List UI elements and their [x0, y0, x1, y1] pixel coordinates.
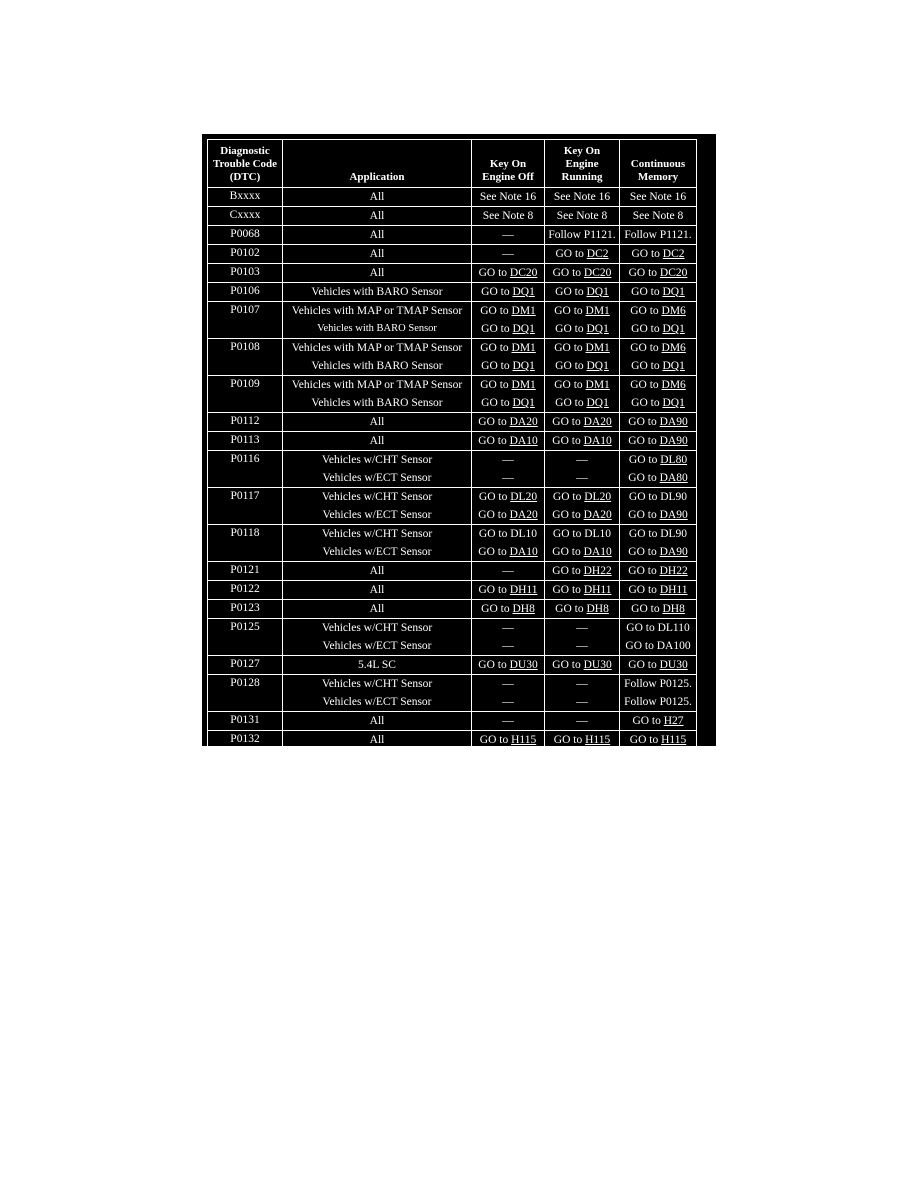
cell-line: — — [576, 696, 588, 708]
key-on-engine-running-cell — [545, 488, 620, 525]
cell-line: Vehicles w/CHT Sensor — [321, 622, 433, 634]
key-on-engine-running-cell — [545, 525, 620, 562]
procedure-link[interactable]: H115 — [661, 733, 687, 746]
procedure-link[interactable]: DA20 — [583, 509, 612, 521]
cell-line: — — [502, 472, 514, 484]
cell-line: — — [576, 622, 588, 634]
cell-line: GO to DQ1 — [555, 397, 609, 409]
application-cell: All — [283, 188, 472, 207]
procedure-link[interactable]: DM1 — [511, 379, 536, 391]
procedure-link[interactable]: DC2 — [662, 247, 685, 260]
procedure-link[interactable]: H27 — [663, 714, 684, 727]
cell-line: GO to DQ1 — [555, 323, 609, 335]
cell-line: — — [502, 454, 514, 466]
continuous-memory-cell — [620, 488, 697, 525]
table-row — [208, 712, 697, 731]
key-on-engine-off-cell: — — [472, 226, 545, 245]
table-row — [208, 525, 697, 562]
application-cell: All — [283, 264, 472, 283]
continuous-memory-cell: GO to DA90 — [620, 432, 697, 451]
header-code: Diagnostic Trouble Code (DTC) — [208, 140, 283, 188]
application-cell — [283, 376, 472, 413]
procedure-link[interactable]: DH22 — [659, 564, 688, 577]
cell-line: GO to DQ1 — [555, 360, 609, 372]
procedure-link[interactable]: DQ1 — [662, 360, 685, 372]
procedure-link[interactable]: DH11 — [583, 583, 612, 596]
table-row — [208, 188, 697, 207]
dtc-code-cell: Bxxxx — [208, 188, 283, 207]
key-on-engine-off-cell — [472, 675, 545, 712]
table-body — [208, 188, 697, 750]
procedure-link[interactable]: DC20 — [659, 266, 688, 279]
application-cell: All — [283, 245, 472, 264]
application-cell: All — [283, 712, 472, 731]
dtc-code-cell: P0127 — [208, 656, 283, 675]
continuous-memory-cell: GO to DH8 — [620, 600, 697, 619]
header-continuous-memory: Continuous Memory — [620, 140, 697, 188]
dtc-code-cell: P0123 — [208, 600, 283, 619]
procedure-link[interactable]: DH22 — [583, 564, 612, 577]
key-on-engine-running-cell: GO to DC20 — [545, 264, 620, 283]
application-cell — [283, 675, 472, 712]
continuous-memory-cell: GO to DH22 — [620, 562, 697, 581]
dtc-code-cell: P0109 — [208, 376, 283, 413]
dtc-code-cell: P0102 — [208, 245, 283, 264]
cell-line: GO to DL90 — [628, 528, 688, 540]
dtc-code-cell: P0117 — [208, 488, 283, 525]
cell-line: GO to DA10 — [552, 546, 612, 558]
cell-line: GO to DA90 — [628, 509, 688, 521]
continuous-memory-cell — [620, 525, 697, 562]
application-cell — [283, 488, 472, 525]
key-on-engine-running-cell: GO to DU30 — [545, 656, 620, 675]
application-cell — [283, 619, 472, 656]
cell-line: GO to DM1 — [480, 379, 536, 391]
procedure-link[interactable]: DU30 — [509, 658, 538, 671]
procedure-link[interactable]: DA20 — [509, 415, 538, 428]
dtc-code-cell: P0122 — [208, 581, 283, 600]
key-on-engine-running-cell: GO to DA10 — [545, 432, 620, 451]
key-on-engine-running-cell: GO to DH8 — [545, 600, 620, 619]
cell-line: GO to DM1 — [554, 342, 610, 354]
key-on-engine-off-cell: GO to DC20 — [472, 264, 545, 283]
application-cell — [283, 302, 472, 339]
procedure-link[interactable]: DU30 — [659, 658, 688, 671]
dtc-code-cell: P0121 — [208, 562, 283, 581]
procedure-link[interactable]: DQ1 — [512, 323, 535, 335]
cell-line: GO to DL20 — [478, 491, 538, 503]
table-row — [208, 226, 697, 245]
procedure-link[interactable]: DM1 — [585, 305, 610, 317]
cell-line: GO to DM1 — [554, 379, 610, 391]
key-on-engine-off-cell — [472, 488, 545, 525]
continuous-memory-cell — [620, 339, 697, 376]
application-cell: All — [283, 432, 472, 451]
cell-line: Vehicles with BARO Sensor — [311, 360, 443, 372]
dtc-code-cell: P0128 — [208, 675, 283, 712]
header-key-on-engine-off: Key On Engine Off — [472, 140, 545, 188]
table-row — [208, 376, 697, 413]
table-header-row — [208, 140, 697, 188]
key-on-engine-off-cell: See Note 16 — [472, 188, 545, 207]
procedure-link[interactable]: DH8 — [662, 602, 685, 615]
key-on-engine-off-cell: See Note 8 — [472, 207, 545, 226]
table-row — [208, 264, 697, 283]
key-on-engine-off-cell — [472, 451, 545, 488]
cell-line: GO to DL110 — [626, 622, 690, 634]
cell-line: Follow P0125. — [624, 678, 692, 690]
procedure-link[interactable]: DQ1 — [662, 323, 685, 335]
cell-line: GO to DA20 — [478, 509, 538, 521]
key-on-engine-running-cell: GO to DA20 — [545, 413, 620, 432]
cell-line: — — [502, 640, 514, 652]
dtc-code-cell: P0113 — [208, 432, 283, 451]
cell-line: GO to DA90 — [628, 546, 688, 558]
table-row — [208, 302, 697, 339]
header-key-on-engine-running: Key On Engine Running — [545, 140, 620, 188]
continuous-memory-cell — [620, 302, 697, 339]
cell-line: GO to DL90 — [628, 491, 688, 503]
key-on-engine-off-cell: — — [472, 562, 545, 581]
dtc-code-cell: P0103 — [208, 264, 283, 283]
procedure-link[interactable]: DH8 — [512, 602, 535, 615]
table-row — [208, 675, 697, 712]
cell-line: Vehicles w/CHT Sensor — [321, 528, 433, 540]
procedure-link[interactable]: DQ1 — [512, 360, 535, 372]
cell-line: — — [502, 678, 514, 690]
cell-line: — — [576, 454, 588, 466]
cell-line: Follow P0125. — [624, 696, 692, 708]
table-row — [208, 600, 697, 619]
application-cell: All — [283, 731, 472, 750]
procedure-link[interactable]: DA90 — [659, 546, 688, 558]
key-on-engine-running-cell: GO to DC2 — [545, 245, 620, 264]
procedure-link[interactable]: DQ1 — [586, 323, 609, 335]
dtc-code-cell: P0116 — [208, 451, 283, 488]
application-cell: All — [283, 207, 472, 226]
dtc-code-cell: P0107 — [208, 302, 283, 339]
cell-line: GO to DA80 — [628, 472, 688, 484]
key-on-engine-off-cell: GO to DU30 — [472, 656, 545, 675]
table-row — [208, 731, 697, 750]
dtc-code-cell: P0131 — [208, 712, 283, 731]
cell-line: — — [576, 640, 588, 652]
procedure-link[interactable]: DC20 — [583, 266, 612, 279]
procedure-link[interactable]: DQ1 — [586, 397, 609, 409]
application-cell — [283, 451, 472, 488]
cell-line: Vehicles with MAP or TMAP Sensor — [291, 379, 463, 391]
continuous-memory-cell — [620, 619, 697, 656]
dtc-code-cell: P0132 — [208, 731, 283, 750]
procedure-link[interactable]: DM1 — [511, 342, 536, 354]
header-application: Application — [283, 140, 472, 188]
table-row — [208, 451, 697, 488]
procedure-link[interactable]: DA10 — [583, 546, 612, 558]
cell-line: GO to DA100 — [625, 640, 691, 652]
procedure-link[interactable]: DA10 — [509, 546, 538, 558]
key-on-engine-running-cell: GO to DH22 — [545, 562, 620, 581]
key-on-engine-off-cell — [472, 339, 545, 376]
cell-line: GO to DA10 — [478, 546, 538, 558]
continuous-memory-cell: GO to H115 — [620, 731, 697, 750]
cell-line: GO to DQ1 — [631, 360, 685, 372]
cell-line: GO to DA20 — [552, 509, 612, 521]
key-on-engine-running-cell: GO to H115 — [545, 731, 620, 750]
procedure-link[interactable]: DA10 — [583, 434, 612, 447]
continuous-memory-cell: GO to DA90 — [620, 413, 697, 432]
procedure-link[interactable]: DA90 — [659, 415, 688, 428]
table-row — [208, 283, 697, 302]
procedure-link[interactable]: DM1 — [585, 379, 610, 391]
procedure-link[interactable]: DQ1 — [662, 285, 685, 298]
cell-line: Vehicles w/ECT Sensor — [322, 640, 432, 652]
dtc-code-cell: P0118 — [208, 525, 283, 562]
dtc-code-cell: P0125 — [208, 619, 283, 656]
cell-line: GO to DL20 — [552, 491, 612, 503]
key-on-engine-running-cell — [545, 339, 620, 376]
cell-line: — — [502, 622, 514, 634]
application-cell: All — [283, 413, 472, 432]
dtc-code-cell: P0106 — [208, 283, 283, 302]
cell-line: Vehicles w/CHT Sensor — [321, 678, 433, 690]
application-cell: Vehicles with BARO Sensor — [283, 283, 472, 302]
dtc-table-panel — [202, 134, 716, 746]
cell-line: Vehicles with MAP or TMAP Sensor — [291, 342, 463, 354]
application-cell: All — [283, 600, 472, 619]
key-on-engine-off-cell — [472, 376, 545, 413]
application-cell: All — [283, 226, 472, 245]
continuous-memory-cell: GO to H27 — [620, 712, 697, 731]
application-cell: All — [283, 581, 472, 600]
dtc-code-cell: Cxxxx — [208, 207, 283, 226]
cell-line: GO to DQ1 — [631, 323, 685, 335]
cell-line: Vehicles w/ECT Sensor — [322, 509, 432, 521]
cell-line: GO to DL80 — [628, 454, 688, 466]
table-row — [208, 339, 697, 376]
key-on-engine-running-cell: GO to DH11 — [545, 581, 620, 600]
procedure-link[interactable]: DH11 — [659, 583, 688, 596]
cell-line: GO to DQ1 — [481, 360, 535, 372]
procedure-link[interactable]: DL20 — [584, 491, 612, 503]
key-on-engine-off-cell — [472, 619, 545, 656]
cell-line: — — [576, 472, 588, 484]
cell-line: Vehicles w/ECT Sensor — [322, 696, 432, 708]
procedure-link[interactable]: DM1 — [585, 342, 610, 354]
cell-line: GO to DQ1 — [631, 397, 685, 409]
procedure-link[interactable]: DQ1 — [512, 397, 535, 409]
procedure-link[interactable]: DQ1 — [662, 397, 685, 409]
key-on-engine-running-cell — [545, 451, 620, 488]
application-cell — [283, 339, 472, 376]
cell-line: GO to DQ1 — [481, 397, 535, 409]
continuous-memory-cell — [620, 376, 697, 413]
procedure-link[interactable]: DL20 — [510, 491, 538, 503]
table-row — [208, 207, 697, 226]
procedure-link[interactable]: DQ1 — [512, 285, 535, 298]
cell-line: Vehicles with BARO Sensor — [317, 323, 437, 334]
key-on-engine-running-cell — [545, 675, 620, 712]
table-row — [208, 619, 697, 656]
cell-line: GO to DQ1 — [481, 323, 535, 335]
application-cell — [283, 525, 472, 562]
procedure-link[interactable]: DU30 — [583, 658, 612, 671]
key-on-engine-running-cell — [545, 302, 620, 339]
table-row — [208, 562, 697, 581]
key-on-engine-off-cell — [472, 302, 545, 339]
cell-line: GO to DM6 — [630, 379, 686, 391]
application-cell: All — [283, 562, 472, 581]
continuous-memory-cell: See Note 16 — [620, 188, 697, 207]
procedure-link[interactable]: DA20 — [509, 509, 538, 521]
continuous-memory-cell — [620, 675, 697, 712]
cell-line: Vehicles with MAP or TMAP Sensor — [291, 305, 463, 317]
cell-line: GO to DM6 — [630, 342, 686, 354]
table-row — [208, 656, 697, 675]
key-on-engine-off-cell: GO to DA10 — [472, 432, 545, 451]
table-row — [208, 488, 697, 525]
key-on-engine-off-cell: — — [472, 245, 545, 264]
key-on-engine-running-cell: Follow P1121. — [545, 226, 620, 245]
continuous-memory-cell — [620, 451, 697, 488]
procedure-link[interactable]: DA90 — [659, 434, 688, 447]
key-on-engine-running-cell — [545, 619, 620, 656]
key-on-engine-off-cell: GO to DQ1 — [472, 283, 545, 302]
key-on-engine-off-cell: GO to DA20 — [472, 413, 545, 432]
cell-line: GO to DM1 — [480, 305, 536, 317]
application-cell: 5.4L SC — [283, 656, 472, 675]
dtc-code-cell: P0112 — [208, 413, 283, 432]
key-on-engine-running-cell — [545, 376, 620, 413]
key-on-engine-off-cell — [472, 525, 545, 562]
procedure-link[interactable]: DM6 — [661, 305, 686, 317]
procedure-link[interactable]: DQ1 — [586, 360, 609, 372]
cell-line: Vehicles with BARO Sensor — [311, 397, 443, 409]
procedure-link[interactable]: H115 — [585, 733, 611, 746]
procedure-link[interactable]: DM6 — [661, 379, 686, 391]
procedure-link[interactable]: DH11 — [509, 583, 538, 596]
table-row — [208, 432, 697, 451]
key-on-engine-off-cell: GO to DH8 — [472, 600, 545, 619]
continuous-memory-cell: See Note 8 — [620, 207, 697, 226]
dtc-code-cell: P0108 — [208, 339, 283, 376]
dtc-code-cell: P0068 — [208, 226, 283, 245]
key-on-engine-off-cell: — — [472, 712, 545, 731]
procedure-link[interactable]: DA80 — [659, 472, 688, 484]
table-row — [208, 245, 697, 264]
cell-line: GO to DM1 — [480, 342, 536, 354]
continuous-memory-cell: GO to DU30 — [620, 656, 697, 675]
cell-line: GO to DL10 — [552, 528, 612, 540]
key-on-engine-off-cell: GO to DH11 — [472, 581, 545, 600]
procedure-link[interactable]: DC20 — [509, 266, 538, 279]
key-on-engine-running-cell: — — [545, 712, 620, 731]
procedure-link[interactable]: DA20 — [583, 415, 612, 428]
procedure-link[interactable]: DH8 — [586, 602, 609, 615]
continuous-memory-cell: GO to DC20 — [620, 264, 697, 283]
cell-line: — — [576, 678, 588, 690]
cell-line: Vehicles w/ECT Sensor — [322, 472, 432, 484]
continuous-memory-cell: GO to DQ1 — [620, 283, 697, 302]
cell-line: Vehicles w/ECT Sensor — [322, 546, 432, 558]
cell-line: GO to DM6 — [630, 305, 686, 317]
key-on-engine-off-cell: GO to H115 — [472, 731, 545, 750]
procedure-link[interactable]: DM6 — [661, 342, 686, 354]
procedure-link[interactable]: DM1 — [511, 305, 536, 317]
continuous-memory-cell: Follow P1121. — [620, 226, 697, 245]
dtc-table — [207, 139, 697, 750]
key-on-engine-running-cell: GO to DQ1 — [545, 283, 620, 302]
continuous-memory-cell: GO to DC2 — [620, 245, 697, 264]
cell-line: Vehicles w/CHT Sensor — [321, 454, 433, 466]
key-on-engine-running-cell: See Note 8 — [545, 207, 620, 226]
procedure-link[interactable]: H115 — [511, 733, 537, 746]
procedure-link[interactable]: DA90 — [659, 509, 688, 521]
procedure-link[interactable]: DC2 — [586, 247, 609, 260]
procedure-link[interactable]: DA10 — [509, 434, 538, 447]
cell-line: Vehicles w/CHT Sensor — [321, 491, 433, 503]
cell-line: — — [502, 696, 514, 708]
continuous-memory-cell: GO to DH11 — [620, 581, 697, 600]
procedure-link[interactable]: DQ1 — [586, 285, 609, 298]
procedure-link[interactable]: DL80 — [660, 454, 688, 466]
key-on-engine-running-cell: See Note 16 — [545, 188, 620, 207]
cell-line: GO to DL10 — [478, 528, 538, 540]
table-row — [208, 413, 697, 432]
cell-line: GO to DM1 — [554, 305, 610, 317]
table-row — [208, 581, 697, 600]
